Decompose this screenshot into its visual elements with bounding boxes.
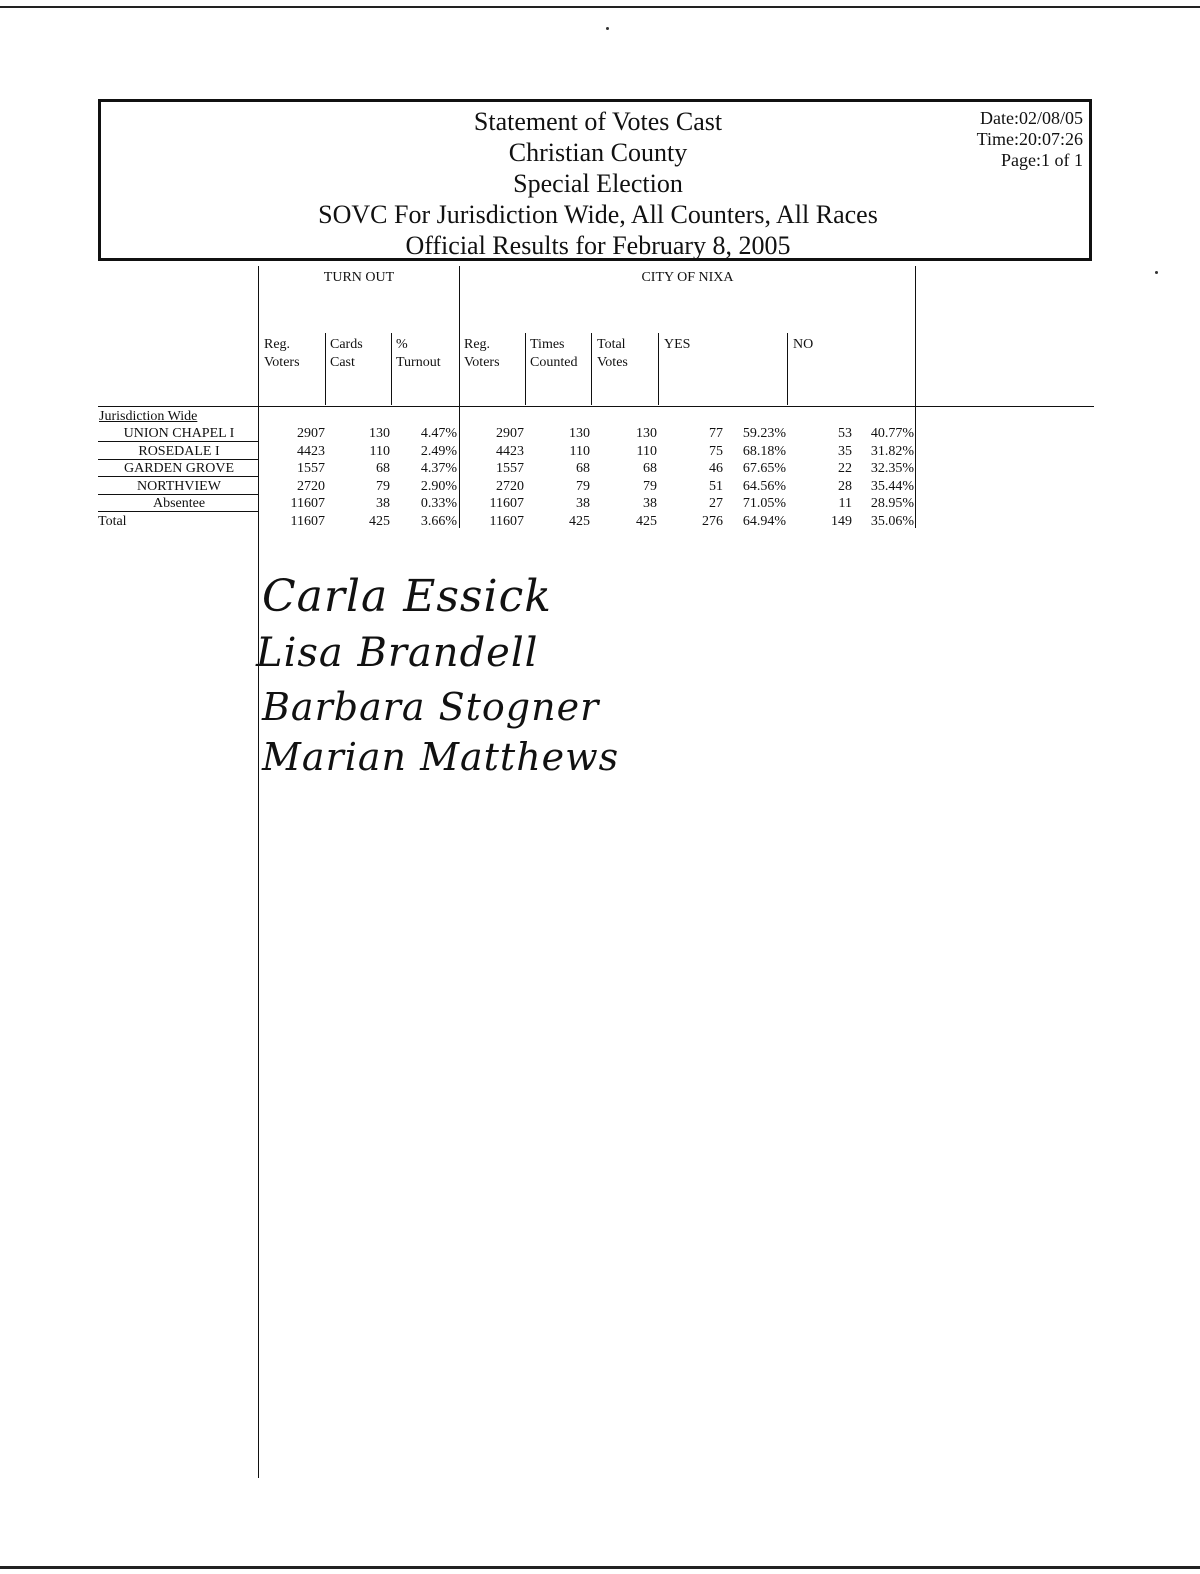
title-line: Christian County — [508, 138, 688, 167]
report-header — [98, 99, 1092, 261]
report-time: Time:20:07:26 — [976, 129, 1083, 149]
cell-no: 149 — [831, 513, 852, 529]
col-times-counted: Times Counted — [530, 337, 578, 370]
title-line: Official Results for February 8, 2005 — [405, 231, 791, 260]
cell-no: 28 — [838, 478, 852, 494]
col-pct-turnout: % Turnout — [396, 337, 441, 370]
precinct-name: GARDEN GROVE — [123, 461, 235, 476]
col-no: NO — [793, 337, 814, 352]
cell-reg: 11607 — [290, 513, 325, 529]
cell-total: 425 — [636, 513, 657, 529]
section-label: Jurisdiction Wide — [99, 409, 198, 424]
cell-total: 110 — [636, 443, 657, 459]
cell-times: 68 — [576, 461, 590, 476]
cell-yes-pct: 67.65% — [742, 461, 786, 476]
cell-yes-pct: 64.94% — [742, 513, 786, 529]
cell-pct: 4.47% — [420, 426, 457, 441]
cell-no-pct: 32.35% — [870, 461, 914, 476]
precinct-name: Absentee — [152, 496, 206, 511]
cell-total: 68 — [643, 461, 657, 476]
cell-cards: 38 — [376, 496, 390, 511]
cell-pct: 3.66% — [420, 513, 457, 529]
cell-no-pct: 40.77% — [870, 426, 914, 441]
grid-rule — [591, 333, 592, 405]
signature: Carla Essick — [262, 571, 552, 622]
report-date: Date:02/08/05 — [980, 108, 1083, 128]
cell-yes: 75 — [709, 443, 723, 459]
cell-total: 130 — [636, 426, 657, 441]
precinct-name: UNION CHAPEL I — [123, 426, 235, 441]
signature: Barbara Stogner — [262, 685, 600, 729]
col-cards-cast: Cards Cast — [330, 337, 363, 370]
title-line: Statement of Votes Cast — [473, 107, 723, 136]
cell-no: 22 — [838, 461, 852, 476]
grid-rule — [525, 333, 526, 405]
report-meta — [977, 108, 1083, 171]
scan-speck — [606, 27, 609, 30]
report-title — [101, 106, 1095, 261]
precinct-name: ROSEDALE I — [138, 443, 220, 459]
cell-reg: 1557 — [297, 461, 325, 476]
cell-no: 11 — [838, 496, 852, 511]
cell-reg2: 2907 — [496, 426, 524, 441]
cell-pct: 2.90% — [420, 478, 457, 494]
report-page: Page:1 of 1 — [1001, 150, 1083, 170]
cell-reg2: 11607 — [489, 496, 524, 511]
cell-times: 110 — [569, 443, 590, 459]
cell-cards: 110 — [369, 443, 390, 459]
title-line: SOVC For Jurisdiction Wide, All Counters, All Races — [318, 200, 878, 229]
cell-times: 130 — [569, 426, 590, 441]
cell-reg: 2907 — [297, 426, 325, 441]
cell-no: 35 — [838, 443, 852, 459]
cell-reg2: 11607 — [489, 513, 524, 529]
cell-no-pct: 28.95% — [870, 496, 914, 511]
signature: Lisa Brandell — [256, 630, 539, 676]
scan-edge-bottom — [0, 1566, 1200, 1569]
grid-rule — [325, 333, 326, 405]
cell-total: 38 — [643, 496, 657, 511]
cell-cards: 130 — [369, 426, 390, 441]
col-yes: YES — [664, 337, 691, 352]
cell-cards: 68 — [376, 461, 390, 476]
cell-yes: 77 — [709, 426, 723, 441]
cell-reg2: 2720 — [496, 478, 524, 494]
cell-no-pct: 35.06% — [870, 513, 914, 529]
cell-no: 53 — [838, 426, 852, 441]
group-city-of-nixa: CITY OF NIXA — [641, 270, 734, 285]
cell-reg2: 1557 — [496, 461, 524, 476]
precinct-name: NORTHVIEW — [137, 478, 221, 494]
cell-cards: 425 — [369, 513, 390, 529]
grid-rule — [391, 333, 392, 405]
scan-edge-top — [0, 6, 1200, 8]
cell-times: 79 — [576, 478, 590, 494]
signature: Marian Matthews — [262, 735, 620, 779]
cell-yes: 27 — [709, 496, 723, 511]
cell-reg: 4423 — [297, 443, 325, 459]
cell-cards: 79 — [376, 478, 390, 494]
cell-pct: 4.37% — [420, 461, 457, 476]
cell-reg: 11607 — [290, 496, 325, 511]
cell-no-pct: 31.82% — [870, 443, 914, 459]
cell-yes-pct: 71.05% — [742, 496, 786, 511]
group-turnout: TURN OUT — [323, 270, 395, 285]
grid-rule — [787, 333, 788, 405]
col-reg-voters-nixa: Reg. Voters — [464, 337, 500, 370]
cell-yes-pct: 68.18% — [742, 443, 786, 459]
cell-no-pct: 35.44% — [870, 478, 914, 494]
cell-pct: 2.49% — [420, 443, 457, 459]
cell-times: 425 — [569, 513, 590, 529]
cell-yes-pct: 64.56% — [742, 478, 786, 494]
header-rule — [98, 406, 1094, 407]
total-label: Total — [98, 513, 127, 529]
scan-speck — [1155, 271, 1158, 274]
cell-yes-pct: 59.23% — [742, 426, 786, 441]
cell-yes: 51 — [709, 478, 723, 494]
grid-rule — [658, 333, 659, 405]
grid-rule — [915, 266, 916, 528]
col-reg-voters: Reg. Voters — [264, 337, 300, 370]
cell-reg: 2720 — [297, 478, 325, 494]
cell-yes: 46 — [709, 461, 723, 476]
col-total-votes: Total Votes — [597, 337, 628, 370]
cell-total: 79 — [643, 478, 657, 494]
cell-times: 38 — [576, 496, 590, 511]
cell-yes: 276 — [702, 513, 723, 529]
cell-pct: 0.33% — [420, 496, 457, 511]
cell-reg2: 4423 — [496, 443, 524, 459]
title-line: Special Election — [513, 169, 683, 198]
